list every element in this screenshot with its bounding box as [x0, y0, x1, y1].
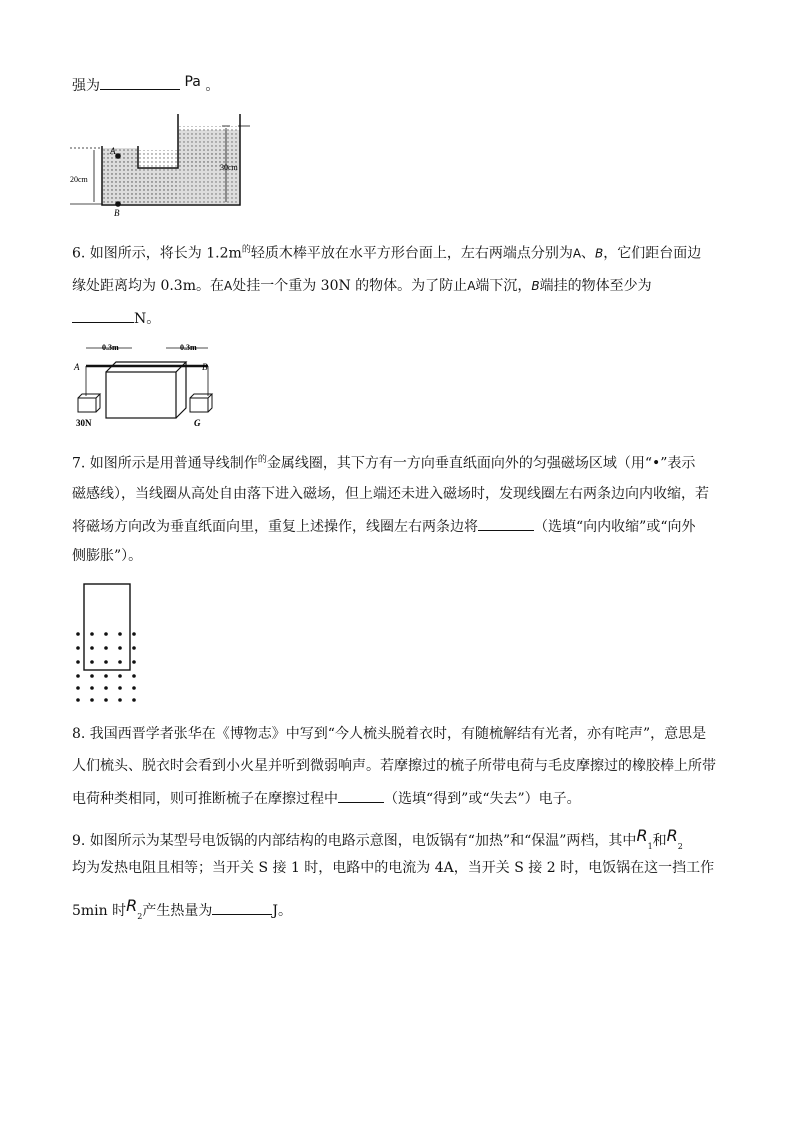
q6-answer-blank[interactable]: [72, 308, 134, 323]
q6-line-3: N。: [72, 308, 160, 329]
q5-answer-line: 强为 Pa 。: [72, 74, 220, 94]
q6-weight-right: [190, 394, 212, 412]
q7-line-2: 磁感线），当线圈从高处自由落下进入磁场，但上端还未进入磁场时，发现线圈左右两条边向内收缩，若: [72, 486, 709, 502]
q5-point-a: [115, 153, 121, 159]
field-dot: [132, 686, 136, 690]
field-dot: [90, 698, 94, 702]
q7-coil-figure: [72, 580, 148, 706]
q7-line-4: 侧膨胀”）。: [72, 548, 143, 564]
field-dot: [76, 686, 80, 690]
q9-line-1: 9. 如图所示为某型号电饭锅的内部结构的电路示意图，电饭锅有“加热”和“保温”两档，其中$R_1$和$R_2$: [72, 826, 683, 851]
q7-line-3: 将磁场方向改为垂直纸面向里，重复上述操作，线圈左右两条边将 （选填“向内收缩”或“向外: [72, 516, 695, 537]
q7-answer-blank[interactable]: [478, 516, 534, 531]
q5-point-b: [115, 201, 121, 207]
q5-answer-blank[interactable]: [100, 75, 180, 90]
q6-dim-right: 0.3m: [180, 343, 197, 352]
field-dot: [104, 646, 108, 650]
q6-line-1: 6. 如图所示，将长为 $1.2m^的$轻质木棒平放在水平方形台面上，左右两端点分别为A、B，它们距台面边: [72, 245, 702, 262]
q8-answer-blank[interactable]: [338, 788, 384, 803]
q7-magnetic-field-dots: [76, 632, 136, 702]
q6-weight-right-label: G: [194, 418, 201, 428]
field-dot: [104, 686, 108, 690]
q7-coil: [84, 584, 130, 670]
q6-dim-left: 0.3m: [102, 343, 119, 352]
field-dot: [118, 632, 122, 636]
field-dot: [90, 686, 94, 690]
field-dot: [104, 698, 108, 702]
field-dot: [118, 686, 122, 690]
q6-label-a: A: [74, 362, 80, 372]
q6-weight-left-label: 30N: [76, 418, 92, 428]
field-dot: [90, 674, 94, 678]
q5-label-b: B: [114, 208, 120, 218]
q9-line-3: 5min 时$R_2$产生热量为 J。: [72, 896, 292, 921]
field-dot: [118, 660, 122, 664]
q9-line-2: 均为发热电阻且相等；当开关 S 接 1 时，电路中的电流为 4A，当开关 S 接 2 时，电饭锅在这一挡工作: [72, 860, 715, 876]
q5-dim-left: 20cm: [70, 175, 88, 184]
q5-container-figure: [70, 108, 260, 220]
q8-line-1: 8. 我国西晋学者张华在《博物志》中写到“今人梳头脱着衣时，有随梳解结有光者，亦有咤声”，意思是: [72, 726, 707, 742]
field-dot: [76, 646, 80, 650]
q6-label-b: B: [202, 362, 208, 372]
field-dot: [104, 632, 108, 636]
field-dot: [132, 646, 136, 650]
field-dot: [132, 632, 136, 636]
field-dot: [118, 674, 122, 678]
q5-dim-right: 30cm: [220, 163, 238, 172]
q6-table-block: [106, 362, 186, 418]
q6-line-2: 缘处距离均为 0.3m。在A处挂一个重为 30N 的物体。为了防止A端下沉，B端挂的物体至少为: [72, 278, 652, 294]
q7-line-1: 7. 如图所示是用普通导线制作$^的$金属线圈，其下方有一方向垂直纸面向外的匀强磁场区域（用“•”表示: [72, 455, 696, 472]
field-dot: [76, 674, 80, 678]
field-dot: [90, 660, 94, 664]
q6-weight-left: [78, 394, 100, 412]
field-dot: [118, 646, 122, 650]
q5-label-a: A: [110, 146, 116, 156]
field-dot: [76, 660, 80, 664]
field-dot: [104, 674, 108, 678]
field-dot: [90, 632, 94, 636]
field-dot: [76, 698, 80, 702]
field-dot: [118, 698, 122, 702]
q6-lever-figure: [72, 340, 222, 432]
field-dot: [76, 632, 80, 636]
q8-line-2: 人们梳头、脱衣时会看到小火星并听到微弱响声。若摩擦过的梳子所带电荷与毛皮摩擦过的橡胶棒上所带: [72, 758, 716, 774]
field-dot: [132, 660, 136, 664]
field-dot: [104, 660, 108, 664]
q8-line-3: 电荷种类相同，则可推断梳子在摩擦过程中 （选填“得到”或“失去”）电子。: [72, 788, 581, 809]
field-dot: [90, 646, 94, 650]
q9-answer-blank[interactable]: [212, 900, 272, 915]
field-dot: [132, 674, 136, 678]
field-dot: [132, 698, 136, 702]
